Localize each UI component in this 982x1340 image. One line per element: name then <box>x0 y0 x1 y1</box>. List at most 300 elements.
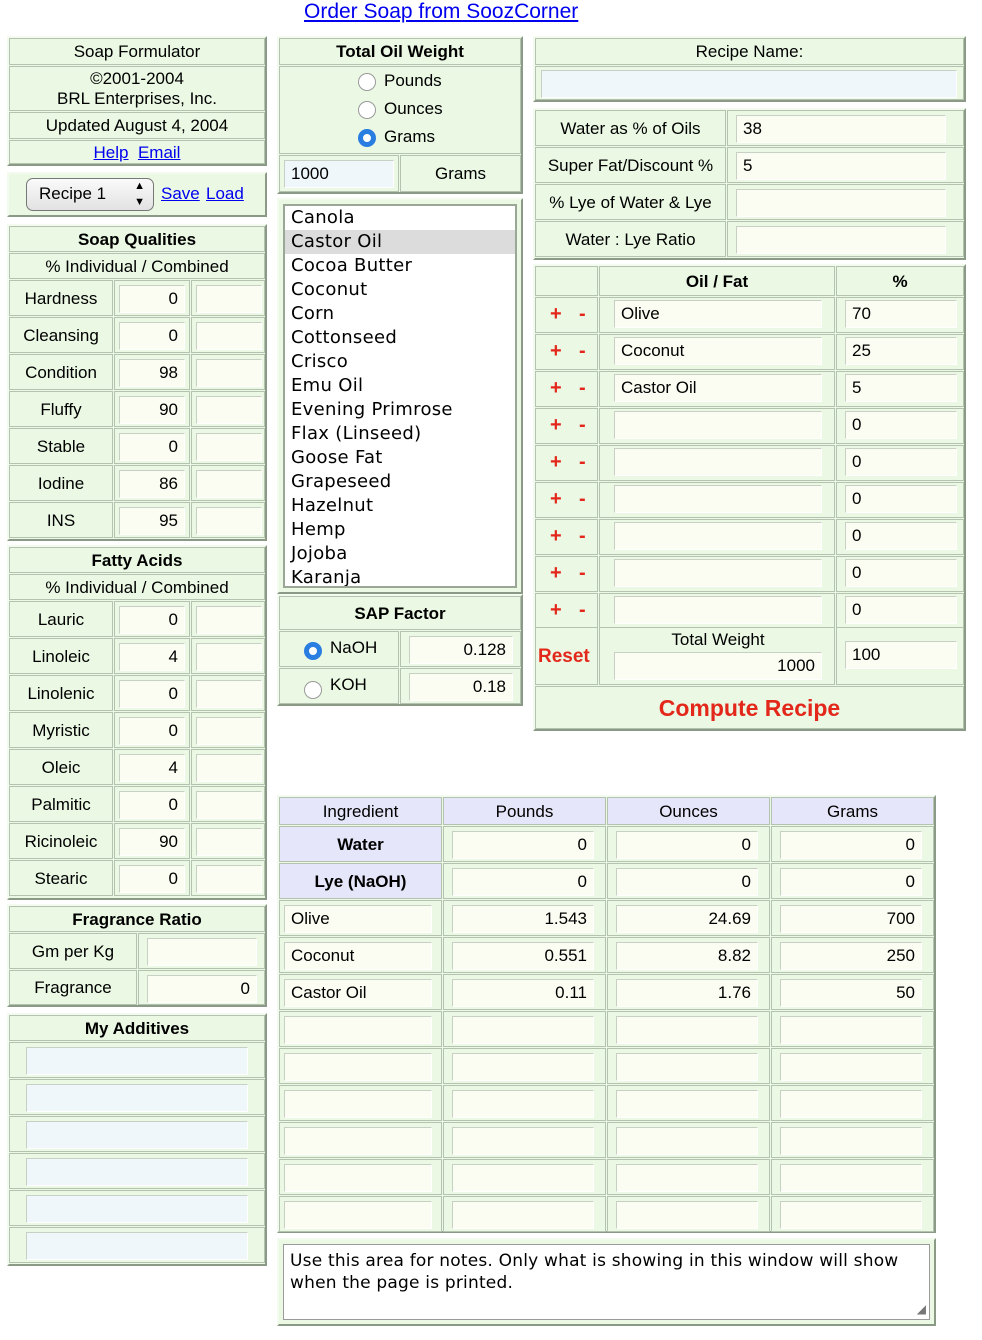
result-ingredient <box>279 1048 442 1084</box>
oil-row-buttons <box>535 334 598 370</box>
updated-date: Updated August 4, 2004 <box>9 112 265 139</box>
fragrance-panel <box>7 904 267 1007</box>
additive-input[interactable] <box>26 1047 248 1075</box>
plus-button[interactable]: + <box>550 340 562 362</box>
qualities-combined-hardness[interactable] <box>196 285 262 313</box>
result-g-value: 0 <box>780 868 922 896</box>
gm-per-kg-input[interactable] <box>147 938 257 966</box>
minus-button[interactable]: - <box>579 451 586 473</box>
oil-table-panel <box>533 264 966 731</box>
unit-radio-ounces[interactable] <box>358 101 376 119</box>
recipe-select[interactable] <box>26 178 154 211</box>
oil-option[interactable]: Emu Oil <box>291 375 364 396</box>
result-oz-cell <box>607 1048 770 1084</box>
fatty-combined-cell <box>191 601 265 637</box>
result-oz-cell <box>607 1196 770 1232</box>
result-lb-cell <box>443 937 606 973</box>
fatty-value-cell <box>114 712 190 748</box>
oil-pct-input[interactable]: 0 <box>845 522 957 550</box>
fatty-combined-cell <box>191 712 265 748</box>
result-oz-cell <box>607 863 770 899</box>
result-lb-value <box>452 1016 594 1044</box>
oil-name-input[interactable] <box>614 448 822 476</box>
result-lb-value: 0 <box>452 868 594 896</box>
results-panel <box>277 795 936 1233</box>
result-g-value: 250 <box>780 942 922 970</box>
result-lb-cell <box>443 1159 606 1195</box>
result-ingredient-label <box>284 1053 432 1081</box>
minus-button[interactable]: - <box>579 488 586 510</box>
result-g-value <box>780 1090 922 1118</box>
water-setting-input[interactable]: 5 <box>736 152 946 180</box>
fatty-acids-panel <box>7 545 267 900</box>
oil-option[interactable]: Castor Oil <box>285 230 515 254</box>
fatty-value-linoleic[interactable]: 4 <box>119 643 185 671</box>
oil-option[interactable]: Corn <box>291 303 335 324</box>
result-lb-value <box>452 1164 594 1192</box>
recipe-name-label: Recipe Name: <box>535 38 964 65</box>
fatty-value-oleic[interactable]: 4 <box>119 754 185 782</box>
result-lb-cell <box>443 826 606 862</box>
result-oz-value <box>616 1090 758 1118</box>
result-ingredient-label <box>284 1201 432 1229</box>
water-setting-input[interactable] <box>736 226 946 254</box>
result-g-value <box>780 1201 922 1229</box>
unit-label-grams: Grams <box>384 127 435 146</box>
plus-button[interactable]: + <box>550 562 562 584</box>
plus-button[interactable]: + <box>550 414 562 436</box>
fatty-combined-cell <box>191 675 265 711</box>
result-ingredient <box>279 826 442 862</box>
qualities-value-stable[interactable]: 0 <box>119 433 185 461</box>
qualities-value-iodine[interactable]: 86 <box>119 470 185 498</box>
fatty-combined-cell <box>191 638 265 674</box>
recipe-name-input[interactable] <box>541 70 957 98</box>
sap-value-naoh[interactable]: 0.128 <box>409 636 513 664</box>
qualities-combined-cell <box>191 280 265 316</box>
fatty-value-ricinoleic[interactable]: 90 <box>119 828 185 856</box>
oil-pct-cell <box>836 519 964 555</box>
oil-pct-cell <box>836 593 964 629</box>
plus-button[interactable]: + <box>550 377 562 399</box>
fatty-value-cell <box>114 860 190 896</box>
total-weight-label: Total Weight <box>671 630 765 649</box>
oil-row-buttons <box>535 297 598 333</box>
reset-button[interactable]: Reset <box>538 646 590 667</box>
result-oz-cell <box>607 1122 770 1158</box>
oil-name-input[interactable] <box>614 596 822 624</box>
qualities-value-condition[interactable]: 98 <box>119 359 185 387</box>
unit-radio-pounds[interactable] <box>358 73 376 91</box>
fragrance-input[interactable]: 0 <box>147 975 257 1003</box>
result-lb-value: 0.11 <box>452 979 594 1007</box>
result-g-cell <box>771 900 934 936</box>
oil-weight-input-cell <box>279 155 399 192</box>
additive-input[interactable] <box>26 1195 248 1223</box>
result-lb-cell <box>443 974 606 1010</box>
result-oz-value <box>616 1053 758 1081</box>
fatty-label-myristic: Myristic <box>9 712 113 748</box>
oil-pct-cell <box>836 556 964 592</box>
oil-name-input[interactable]: Olive <box>614 300 822 328</box>
save-link[interactable]: Save <box>161 184 200 203</box>
fatty-value-cell <box>114 638 190 674</box>
oil-pct-input[interactable]: 5 <box>845 374 957 402</box>
oil-name-input[interactable]: Coconut <box>614 337 822 365</box>
oil-name-cell <box>599 593 835 629</box>
oil-row-buttons <box>535 556 598 592</box>
qualities-combined-fluffy[interactable] <box>196 396 262 424</box>
plus-button[interactable]: + <box>550 525 562 547</box>
additive-input[interactable] <box>26 1084 248 1112</box>
qualities-value-cleansing[interactable]: 0 <box>119 322 185 350</box>
notes-textarea[interactable]: Use this area for notes. Only what is showing in this window will show when the page is printed. <box>283 1244 930 1320</box>
oil-name-cell <box>599 556 835 592</box>
additive-row <box>9 1190 265 1226</box>
copyright-years: ©2001-2004 <box>90 69 184 88</box>
qualities-label-condition: Condition <box>9 354 113 390</box>
oil-option[interactable]: Grapeseed <box>291 471 392 492</box>
water-setting-label: Water as % of Oils <box>535 110 726 146</box>
result-ingredient-label <box>284 1127 432 1155</box>
additives-title: My Additives <box>9 1015 265 1041</box>
oil-pct-input[interactable]: 25 <box>845 337 957 365</box>
oil-option[interactable]: Jojoba <box>291 543 348 564</box>
fatty-combined-linoleic[interactable] <box>196 643 262 671</box>
recipe-name-cell <box>535 66 964 100</box>
qualities-title: Soap Qualities <box>9 226 265 252</box>
oil-row-buttons <box>535 408 598 444</box>
qualities-combined-iodine[interactable] <box>196 470 262 498</box>
water-setting-input[interactable]: 38 <box>736 115 946 143</box>
result-ingredient <box>279 1196 442 1232</box>
minus-button[interactable]: - <box>579 303 586 325</box>
qualities-value-cell <box>114 391 190 427</box>
result-ingredient-label: Coconut <box>284 942 432 970</box>
total-weight-cell <box>599 627 835 685</box>
oil-row-buttons <box>535 482 598 518</box>
sap-radio-naoh[interactable] <box>304 642 322 660</box>
water-setting-cell <box>727 221 964 257</box>
result-lb-value: 1.543 <box>452 905 594 933</box>
fatty-label-palmitic: Palmitic <box>9 786 113 822</box>
plus-button[interactable]: + <box>550 303 562 325</box>
qualities-combined-cell <box>191 391 265 427</box>
oil-pct-input[interactable]: 0 <box>845 411 957 439</box>
oil-name-input[interactable] <box>614 559 822 587</box>
water-settings-panel <box>533 108 966 260</box>
oil-pct-cell <box>836 445 964 481</box>
oil-option[interactable]: Evening Primrose <box>291 399 453 420</box>
reset-cell <box>535 627 598 685</box>
result-oz-value: 24.69 <box>616 905 758 933</box>
result-g-value: 0 <box>780 831 922 859</box>
compute-recipe-button[interactable]: Compute Recipe <box>535 686 964 729</box>
oil-pct-cell <box>836 408 964 444</box>
help-link[interactable]: Help <box>93 143 129 162</box>
result-g-cell <box>771 937 934 973</box>
result-g-cell <box>771 1159 934 1195</box>
oil-pct-input[interactable]: 0 <box>845 448 957 476</box>
fragrance-title: Fragrance Ratio <box>9 906 265 932</box>
qualities-combined-ins[interactable] <box>196 507 262 535</box>
sap-label-koh: KOH <box>330 675 367 694</box>
minus-button[interactable]: - <box>579 377 586 399</box>
order-soap-link[interactable]: Order Soap from SoozCorner <box>304 0 579 23</box>
result-ingredient-label: Castor Oil <box>284 979 432 1007</box>
result-lb-value <box>452 1090 594 1118</box>
oil-name-cell <box>599 297 835 333</box>
additive-input[interactable] <box>26 1232 248 1260</box>
qualities-label-fluffy: Fluffy <box>9 391 113 427</box>
fatty-combined-palmitic[interactable] <box>196 791 262 819</box>
app-title: Soap Formulator <box>9 38 265 65</box>
water-setting-cell <box>727 147 964 183</box>
result-oz-value <box>616 1127 758 1155</box>
fatty-combined-stearic[interactable] <box>196 865 262 893</box>
recipe-select-panel <box>7 172 267 217</box>
oil-weight-panel <box>277 36 523 194</box>
fatty-value-palmitic[interactable]: 0 <box>119 791 185 819</box>
oil-pct-cell <box>836 482 964 518</box>
additive-row <box>9 1153 265 1189</box>
result-g-cell <box>771 1048 934 1084</box>
result-oz-value: 8.82 <box>616 942 758 970</box>
oil-name-cell <box>599 519 835 555</box>
fatty-combined-lauric[interactable] <box>196 606 262 634</box>
oil-name-input[interactable] <box>614 522 822 550</box>
oil-listbox[interactable] <box>283 204 517 588</box>
qualities-combined-condition[interactable] <box>196 359 262 387</box>
result-oz-cell <box>607 900 770 936</box>
fatty-value-cell <box>114 823 190 859</box>
result-oz-cell <box>607 1085 770 1121</box>
qualities-combined-stable[interactable] <box>196 433 262 461</box>
gm-per-kg-label: Gm per Kg <box>9 933 137 969</box>
qualities-value-cell <box>114 502 190 538</box>
oil-column-header: Oil / Fat <box>599 266 835 296</box>
oil-pct-cell <box>836 371 964 407</box>
oil-option[interactable]: Flax (Linseed) <box>291 423 422 444</box>
qualities-label-iodine: Iodine <box>9 465 113 501</box>
minus-button[interactable]: - <box>579 525 586 547</box>
oil-name-cell <box>599 482 835 518</box>
unit-label-pounds: Pounds <box>384 71 442 90</box>
fatty-value-cell <box>114 601 190 637</box>
qualities-combined-cell <box>191 354 265 390</box>
oil-option[interactable]: Cottonseed <box>291 327 398 348</box>
oil-options <box>285 206 515 588</box>
qualities-combined-cell <box>191 428 265 464</box>
email-link[interactable]: Email <box>137 143 181 162</box>
result-lb-cell <box>443 1011 606 1047</box>
recipe-select-value: Recipe 1 <box>39 184 107 203</box>
fatty-label-lauric: Lauric <box>9 601 113 637</box>
fatty-label-oleic: Oleic <box>9 749 113 785</box>
fatty-value-cell <box>114 786 190 822</box>
result-lb-cell <box>443 900 606 936</box>
result-ingredient <box>279 1122 442 1158</box>
water-setting-input[interactable] <box>736 189 946 217</box>
fatty-value-cell <box>114 749 190 785</box>
fatty-combined-linolenic[interactable] <box>196 680 262 708</box>
fatty-combined-ricinoleic[interactable] <box>196 828 262 856</box>
result-ingredient-label <box>284 1164 432 1192</box>
result-oz-cell <box>607 1159 770 1195</box>
fatty-combined-oleic[interactable] <box>196 754 262 782</box>
recipe-name-panel <box>533 36 966 102</box>
fatty-label-linolenic: Linolenic <box>9 675 113 711</box>
oil-pct-input[interactable]: 0 <box>845 559 957 587</box>
fatty-title: Fatty Acids <box>9 547 265 573</box>
result-oz-cell <box>607 1011 770 1047</box>
sap-value-koh[interactable]: 0.18 <box>409 673 513 701</box>
result-ingredient <box>279 863 442 899</box>
qualities-combined-cleansing[interactable] <box>196 322 262 350</box>
fatty-value-myristic[interactable]: 0 <box>119 717 185 745</box>
result-lb-value <box>452 1201 594 1229</box>
result-oz-value <box>616 1201 758 1229</box>
result-ingredient <box>279 974 442 1010</box>
additive-row <box>9 1227 265 1263</box>
oil-option[interactable]: Cocoa Butter <box>291 255 413 276</box>
oil-list-panel <box>277 198 523 594</box>
oil-pct-input[interactable]: 70 <box>845 300 957 328</box>
qualities-value-cell <box>114 317 190 353</box>
oil-option[interactable]: Coconut <box>291 279 368 300</box>
result-g-cell <box>771 1122 934 1158</box>
oil-row-buttons <box>535 593 598 629</box>
result-g-value <box>780 1127 922 1155</box>
results-header-0: Ingredient <box>279 797 442 825</box>
sap-panel <box>277 594 523 706</box>
oil-name-cell <box>599 334 835 370</box>
minus-button[interactable]: - <box>579 562 586 584</box>
oil-option[interactable]: Goose Fat <box>291 447 383 468</box>
fatty-value-linolenic[interactable]: 0 <box>119 680 185 708</box>
results-header-2: Ounces <box>607 797 770 825</box>
result-oz-value <box>616 1164 758 1192</box>
oil-option[interactable]: Karanja <box>291 567 362 588</box>
water-setting-cell <box>727 110 964 146</box>
fatty-combined-cell <box>191 786 265 822</box>
qualities-label-hardness: Hardness <box>9 280 113 316</box>
fatty-subtitle: % Individual / Combined <box>9 574 265 600</box>
fatty-value-cell <box>114 675 190 711</box>
unit-radio-group <box>279 66 521 154</box>
select-arrows-icon: ▲ ▼ <box>134 180 145 208</box>
sap-radio-cell <box>279 631 399 667</box>
qualities-label-ins: INS <box>9 502 113 538</box>
oil-option[interactable]: Crisco <box>291 351 349 372</box>
oil-name-input[interactable] <box>614 485 822 513</box>
oil-row-buttons <box>535 445 598 481</box>
result-g-cell <box>771 1196 934 1232</box>
result-oz-value: 0 <box>616 831 758 859</box>
result-oz-cell <box>607 937 770 973</box>
result-g-cell <box>771 1085 934 1121</box>
qualities-value-hardness[interactable]: 0 <box>119 285 185 313</box>
result-oz-cell <box>607 826 770 862</box>
total-weight-value: 1000 <box>614 652 822 680</box>
qualities-label-stable: Stable <box>9 428 113 464</box>
oil-row-buttons <box>535 519 598 555</box>
load-link[interactable]: Load <box>206 184 244 203</box>
fatty-value-lauric[interactable]: 0 <box>119 606 185 634</box>
result-g-cell <box>771 974 934 1010</box>
oil-pct-input[interactable]: 0 <box>845 485 957 513</box>
oil-pct-input[interactable]: 0 <box>845 596 957 624</box>
sap-radio-koh[interactable] <box>304 681 322 699</box>
oil-option[interactable]: Canola <box>291 207 355 228</box>
plus-button[interactable]: + <box>550 451 562 473</box>
oil-weight-input[interactable]: 1000 <box>284 160 394 188</box>
result-oz-value: 0 <box>616 868 758 896</box>
oil-weight-title: Total Oil Weight <box>279 38 521 65</box>
oil-option[interactable]: Hemp <box>291 519 346 540</box>
result-g-value <box>780 1016 922 1044</box>
oil-name-cell <box>599 445 835 481</box>
minus-button[interactable]: - <box>579 414 586 436</box>
additives-panel <box>7 1013 267 1266</box>
oil-name-cell <box>599 408 835 444</box>
qualities-value-cell <box>114 465 190 501</box>
plus-button[interactable]: + <box>550 488 562 510</box>
result-lb-value: 0 <box>452 831 594 859</box>
plus-button[interactable]: + <box>550 599 562 621</box>
info-panel <box>7 36 267 166</box>
oil-name-input[interactable]: Castor Oil <box>614 374 822 402</box>
minus-button[interactable]: - <box>579 340 586 362</box>
result-g-cell <box>771 1011 934 1047</box>
result-lb-value: 0.551 <box>452 942 594 970</box>
result-lb-cell <box>443 1196 606 1232</box>
result-ingredient-label: Water <box>337 835 384 854</box>
sap-label-naoh: NaOH <box>330 638 378 657</box>
result-ingredient <box>279 937 442 973</box>
result-lb-value <box>452 1053 594 1081</box>
oil-table-corner <box>535 266 598 296</box>
qualities-combined-cell <box>191 317 265 353</box>
oil-name-input[interactable] <box>614 411 822 439</box>
result-g-cell <box>771 826 934 862</box>
oil-row-buttons <box>535 371 598 407</box>
additive-input[interactable] <box>26 1158 248 1186</box>
qualities-value-fluffy[interactable]: 90 <box>119 396 185 424</box>
fatty-value-stearic[interactable]: 0 <box>119 865 185 893</box>
result-g-value <box>780 1053 922 1081</box>
result-lb-cell <box>443 1048 606 1084</box>
resize-grip-icon: ◢ <box>916 1302 926 1316</box>
unit-radio-grams[interactable] <box>358 129 376 147</box>
sap-radio-cell <box>279 668 399 704</box>
oil-pct-cell <box>836 297 964 333</box>
additive-row <box>9 1079 265 1115</box>
additive-input[interactable] <box>26 1121 248 1149</box>
oil-pct-cell <box>836 334 964 370</box>
oil-option[interactable]: Hazelnut <box>291 495 374 516</box>
qualities-combined-cell <box>191 465 265 501</box>
result-ingredient-label <box>284 1016 432 1044</box>
results-header-1: Pounds <box>443 797 606 825</box>
qualities-value-ins[interactable]: 95 <box>119 507 185 535</box>
result-lb-cell <box>443 863 606 899</box>
fatty-combined-myristic[interactable] <box>196 717 262 745</box>
result-g-value <box>780 1164 922 1192</box>
sap-value-cell <box>400 668 521 704</box>
soap-qualities-panel <box>7 224 267 541</box>
minus-button[interactable]: - <box>579 599 586 621</box>
